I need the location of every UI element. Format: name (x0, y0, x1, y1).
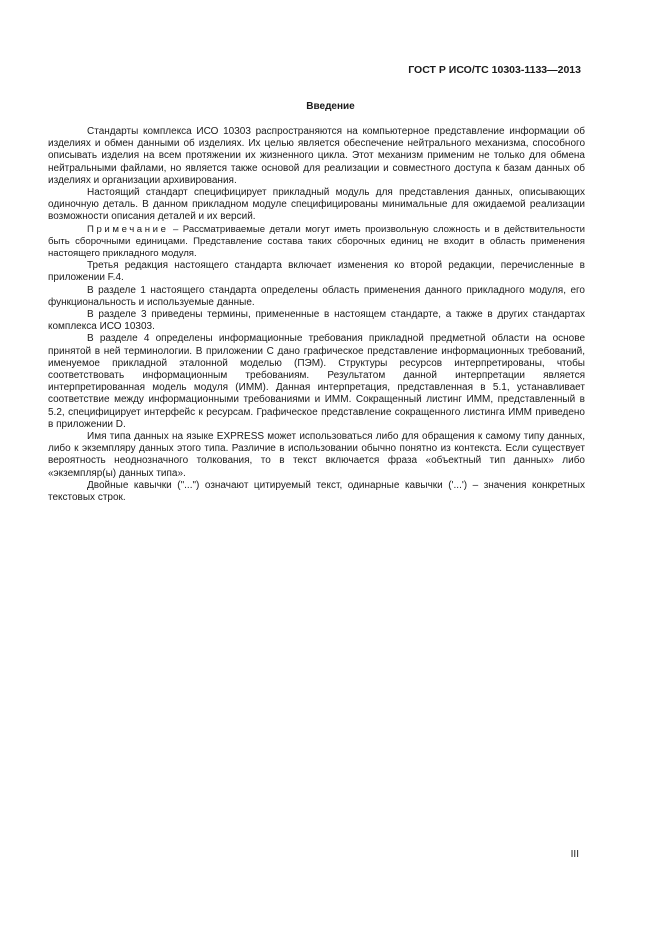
standard-header: ГОСТ Р ИСО/ТС 10303-1133—2013 (408, 64, 581, 76)
note-dash: – (168, 223, 183, 235)
paragraph-6: В разделе 4 определены информационные требования прикладной предметной области на основе принятой в ней терминологии. В приложении C дано графическое представление информационных требований, именуемое прикладной эталонной моделью (ПЭМ). Структуры ресурсов интерпретированы, чтобы соответствовать информационным требованиям. Результатом данной интерпретации является интерпретированная модель модуля (ИММ). Данная интерпретация, представленная в 5.1, устанавливает соответствие между информационными требованиями и ИММ. Сокращенный листинг ИММ, представленный в 5.2, специфицирует интерфейс к ресурсам. Графическое представление сокращенного листинга ИММ приведено в приложении D. (48, 333, 585, 430)
body-text (48, 126, 585, 504)
paragraph-3: Третья редакция настоящего стандарта включает изменения ко второй редакции, перечисленные в приложении F.4. (48, 260, 585, 284)
paragraph-1: Стандарты комплекса ИСО 10303 распространяются на компьютерное представление информации об изделиях и обмен данными об изделиях. Их целью является обеспечение нейтрального механизма, способного описывать изделия на всем протяжении их жизненного цикла. Этот механизм применим не только для обмена нейтральными файлами, но является также основой для реализации и совместного доступа к базам данных об изделиях и организации архивирования. (48, 126, 585, 186)
note-label: Примечание (87, 223, 169, 235)
note-text: Рассматриваемые детали могут иметь произвольную сложность и в действительности быть сборочными единицами. Представление состава таких сборочных единиц не входит в область применения настоящего прикладного модуля. (48, 223, 585, 260)
paragraph-7: Имя типа данных на языке EXPRESS может использоваться либо для обращения к самому типу данных, либо к экземпляру данных этого типа. Различие в использовании обычно понятно из контекста. Если существует вероятность неоднозначного толкования, то в текст включается фраза «объектный тип данных» либо «экземпляр(ы) данных типа». (48, 431, 585, 479)
paragraph-4: В разделе 1 настоящего стандарта определены область применения данного прикладного модуля, его функциональность и используемые данные. (48, 284, 585, 308)
paragraph-8: Двойные кавычки ("...") означают цитируемый текст, одинарные кавычки ('...') – значения конкретных текстовых строк. (48, 479, 585, 504)
paragraph-2: Настоящий стандарт специфицирует прикладный модуль для представления данных, описывающих одиночную деталь. В данном прикладном модуле специфицированы минимальные для ожидаемой реализации возможности описания деталей и их версий. (48, 187, 585, 223)
note-paragraph (48, 224, 585, 261)
paragraph-5: В разделе 3 приведены термины, примененные в настоящем стандарте, а также в других стандартах комплекса ИСО 10303. (48, 309, 585, 333)
page-number: III (570, 849, 579, 860)
section-title: Введение (306, 101, 355, 112)
